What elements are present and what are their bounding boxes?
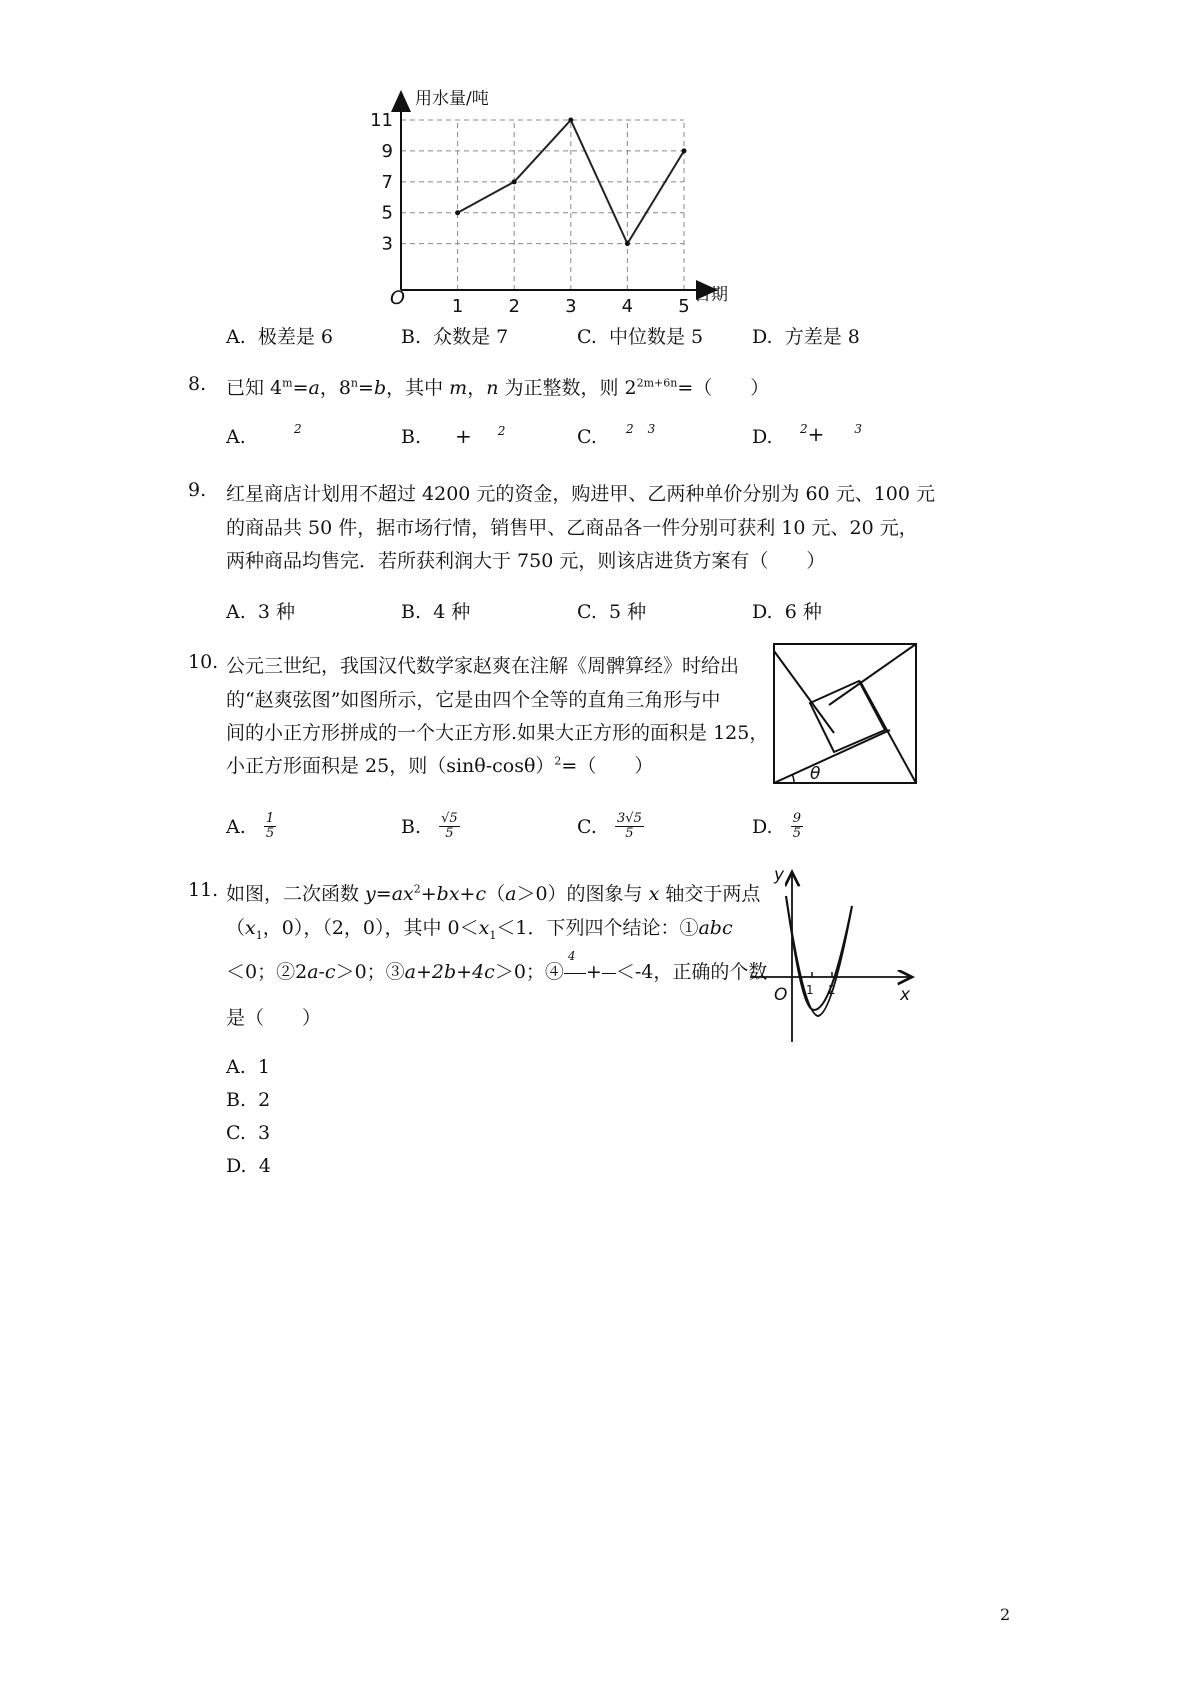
parabola-y-label: y — [774, 865, 785, 885]
q11-option-a[interactable]: A. 1 — [226, 1056, 270, 1078]
q11-option-b[interactable]: B. 2 — [226, 1089, 271, 1111]
q10-line-1: 公元三世纪，我国汉代数学家赵爽在注解《周髀算经》时给出 — [226, 655, 740, 677]
q9-number: 9. — [188, 479, 207, 501]
water-usage-chart — [370, 82, 740, 340]
q11-line-4: 是（ ） — [226, 1007, 322, 1029]
parabola-origin-label: O — [774, 985, 788, 1005]
chart-y-tick-label: 5 — [381, 202, 393, 224]
chart-ticks — [370, 110, 690, 317]
q9-option-b[interactable]: B. 4 种 — [401, 601, 471, 623]
chart-x-tick-label: 2 — [508, 296, 520, 317]
chart-y-axis-label: 用水量/吨 — [415, 89, 489, 109]
chart-x-tick-label: 4 — [621, 296, 634, 317]
q11-line-3: ＜0；②2a-c＞0；③a+2b+4c＞0；④ 4 + ＜-4，正确的个数 — [226, 949, 768, 983]
q9-option-d[interactable]: D. 6 种 — [752, 601, 822, 623]
q10-line-3: 间的小正方形拼成的一个大正方形.如果大正方形的面积是 125， — [226, 722, 769, 744]
chart-origin-label: O — [390, 287, 405, 309]
q11-line-2: （$x_1$，0），（2，0），其中 $0<x_1<1$．下列四个结论：①abc — [226, 917, 733, 942]
q9-option-a[interactable]: A. 3 种 — [226, 601, 295, 623]
q9-line-3: 两种商品均售完．若所获利润大于 750 元，则该店进货方案有（ ） — [226, 550, 826, 572]
chart-data-point — [625, 241, 630, 246]
q7-option-b[interactable]: B. 众数是 7 — [401, 326, 509, 348]
q8-option-c[interactable]: C. — [577, 426, 597, 448]
chart-axes — [401, 92, 716, 290]
parabola-x-label: x — [900, 985, 911, 1005]
q8-option-b-text: + $^2$ — [455, 424, 506, 448]
q9-option-c[interactable]: C. 5 种 — [577, 601, 647, 623]
q8-option-a[interactable]: A. — [226, 426, 246, 448]
chart-x-tick-label: 5 — [678, 296, 690, 317]
chart-x-tick-label: 1 — [451, 296, 464, 317]
q8-number: 8. — [188, 373, 207, 395]
q7-option-d[interactable]: D. 方差是 8 — [752, 326, 860, 348]
q9-line-2: 的商品共 50 件，据市场行情，销售甲、乙商品各一件分别可获利 10 元、20 元， — [226, 517, 918, 539]
q10-option-a[interactable]: A. $\frac{1}{5}$ — [226, 811, 275, 842]
q10-line-2: 的“赵爽弦图”如图所示，它是由四个全等的直角三角形与中 — [226, 689, 721, 711]
q11-number: 11. — [188, 879, 219, 901]
chart-y-tick-label: 3 — [381, 233, 393, 255]
zhao-shuang-diagram — [772, 642, 920, 786]
q11-option-c[interactable]: C. 3 — [226, 1122, 271, 1144]
q8-stem: 已知 $4^m=a$，$8^n=b$，其中 m，n 为正整数，则 $2^{2m+6n}=$（ ） — [226, 376, 770, 399]
q8-option-d-text: $^2$+ $^3$ — [800, 422, 863, 446]
q8-option-d[interactable]: D. — [752, 426, 773, 448]
q10-option-c[interactable]: C. $\frac{3√5}{5}$ — [577, 811, 642, 842]
q11-line-1: 如图，二次函数 $y=ax^2+bx+c(a>0)$的图象与 x 轴交于两点 — [226, 882, 761, 905]
chart-y-tick-label: 7 — [381, 171, 393, 193]
outer-square — [774, 644, 916, 783]
chart-x-tick-label: 3 — [565, 296, 577, 317]
chart-x-axis-label: 日期 — [694, 285, 728, 305]
parabola-graph — [748, 864, 920, 1046]
q10-line-4: 小正方形面积是 25，则$(\sin\theta-\cos\theta)^2=$（ ） — [226, 754, 654, 777]
q8-option-a-text: 2 — [294, 422, 302, 436]
chart-y-tick-label: 9 — [381, 140, 393, 162]
q7-option-c[interactable]: C. 中位数是 5 — [577, 326, 704, 348]
page-number: 2 — [1000, 1605, 1011, 1624]
chart-data-point — [568, 118, 573, 123]
q10-option-d[interactable]: D. $\frac{9}{5}$ — [752, 811, 802, 842]
parabola-tick-2: 2 — [828, 983, 836, 997]
q11-option-d[interactable]: D. 4 — [226, 1155, 271, 1177]
chart-data-point — [512, 179, 517, 184]
parabola-tick-1: 1 — [806, 983, 814, 997]
theta-label: θ — [810, 764, 821, 784]
chart-grid — [401, 120, 684, 290]
chart-y-tick-label: 11 — [370, 110, 393, 131]
q8-option-b[interactable]: B. — [401, 426, 422, 448]
q8-option-c-text: 2 3 — [626, 422, 656, 436]
q10-number: 10. — [188, 651, 219, 673]
q10-option-b[interactable]: B. $\frac{√5}{5}$ — [401, 811, 458, 842]
chart-data-point — [455, 210, 460, 215]
chart-data-point — [682, 148, 687, 153]
q7-option-a[interactable]: A. 极差是 6 — [226, 326, 333, 348]
q9-line-1: 红星商店计划用不超过 4200 元的资金，购进甲、乙两种单价分别为 60 元、100 元 — [226, 483, 935, 505]
